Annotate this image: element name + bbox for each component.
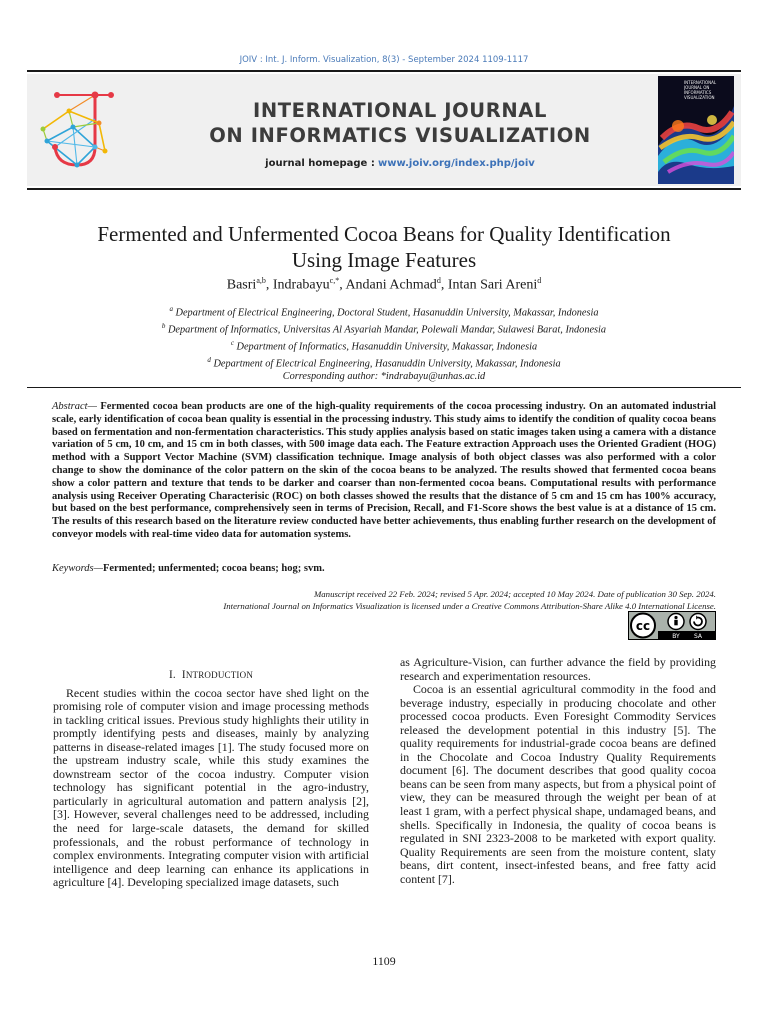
paper-title-line-2: Using Image Features — [291, 248, 477, 272]
author-name: Basri — [226, 277, 257, 293]
abstract-top-rule — [27, 387, 741, 388]
cover-title: INTERNATIONAL JOURNAL ON INFORMATICS VISUALIZATION — [684, 80, 717, 100]
journal-homepage — [195, 158, 605, 169]
section-heading-introduction: I. INTRODUCTION — [168, 669, 254, 681]
author-name: Andani Achmad — [345, 277, 437, 293]
manuscript-info — [52, 588, 716, 613]
sa-badge-label: SA — [693, 633, 703, 640]
header-bottom-rule — [27, 188, 741, 190]
body-paragraph: as Agriculture-Vision, can further advance the field by providing research and experimentation resources. — [400, 655, 716, 683]
by-badge-label: BY — [672, 633, 680, 640]
joiv-logo-icon — [39, 89, 121, 171]
header-top-rule — [27, 70, 741, 72]
keywords: Keywords—Fermented; unfermented; cocoa beans; hog; svm. — [52, 563, 325, 574]
journal-title-line-2: ON INFORMATICS VISUALIZATION — [209, 124, 591, 147]
author-list: Basri$^{a,b}$, Indrabayu$^{c,*}$, Andani Achmad$^d$, Intan Sari Areni$^d$ — [226, 276, 542, 293]
cc-badge-label: cc — [635, 619, 651, 633]
abstract-label: Abstract — [52, 401, 88, 412]
license-statement: International Journal on Informatics Visualization is licensed under a Creative Commons Attribution-Share Alike 4.0 International License. — [223, 601, 716, 612]
left-column — [53, 656, 369, 890]
corresponding-author: Corresponding author: *indrabayu@unhas.ac.id — [282, 371, 486, 383]
page-number: 1109 — [372, 954, 396, 968]
affiliations — [40, 303, 728, 384]
manuscript-dates: Manuscript received 22 Feb. 2024; revised 5 Apr. 2024; accepted 10 May 2024. Date of publication 30 Sep. 2024. — [313, 589, 716, 599]
keywords-label: Keywords — [52, 563, 94, 574]
author-affiliation-mark: a,b — [256, 276, 266, 285]
paper-title — [40, 221, 728, 273]
cc-by-sa-license-icon[interactable] — [628, 611, 716, 640]
affiliation-line: $^c$ Department of Informatics, Hasanuddin University, Makassar, Indonesia — [230, 339, 538, 353]
body-paragraph: Recent studies within the cocoa sector have shed light on the promising role of computer vision and image processing methods in tackling critical issues. Previous study highlights their utility in promptly identifying pests and diseases, mainly by analyzing patterns in disease-related images [1]. The study focused more on the upstream industry scale, while this study examines the downstream sector of the cocoa industry. Computer vision technology has significant potential in the agro-industry, particularly in agricultural automation and pattern analysis [2], [3]. However, several challenges need to be addressed, including the need for large-scale datasets, the demand for skilled professionals, and the robust performance of technology in complex environments. Integrating computer vision with artificial intelligence and deep learning can enhance its applications in agriculture [4]. Developing specialized image datasets, such — [53, 685, 369, 890]
affiliation-line: $^a$ Department of Electrical Engineering, Doctoral Student, Hasanuddin University, Makassar, Indonesia — [169, 305, 599, 319]
journal-title — [195, 98, 605, 148]
journal-title-line-1: INTERNATIONAL JOURNAL — [253, 99, 547, 122]
journal-masthead — [27, 74, 741, 186]
journal-reference: JOIV : Int. J. Inform. Visualization, 8(3) - September 2024 1109-1117 — [239, 55, 529, 65]
author-affiliation-mark: c,* — [329, 276, 340, 285]
journal-cover-image — [658, 76, 734, 184]
homepage-link[interactable]: www.joiv.org/index.php/joiv — [378, 158, 535, 169]
author-name: Intan Sari Areni — [447, 277, 538, 293]
author-name: Indrabayu — [272, 277, 330, 293]
author-affiliation-mark: d — [537, 276, 542, 285]
author-affiliation-mark: d — [436, 276, 441, 285]
abstract: Abstract— Fermented cocoa bean products are one of the high-quality requirements of the cocoa processing industry. On an automated industrial scale, early identification of cocoa bean quality is essential in the processing industry. This study aims to identify the condition of quality cocoa beans based on fermentation and non-fermentation characteristics. This study applies analysis based on static images taken using a camera with a distance variation of 5 cm, 10 cm, and 15 cm in both classes, with 500 image data each. The Feature extraction Approach uses the Oriented Gradient (HOG) method with a Support Vector Machine (SVM) classification technique. Image analysis of both object classes was also performed with a color change to show the dominance of the color pattern on the skin of the cocoa beans to be analyzed. The results showed that fermented cocoa beans show a color pattern and texture that tends to be darker and coarser than non-fermented cocoa beans. Computational results with performance analysis using Receiver Operating Characterisic (ROC) on both classes showed the results that the distance of 5 cm and 15 cm has 100% accuracy, but based on the best performance, comprehensively seen in terms of Precision, Recall, and F1-Score shows the best value is at a distance of 15 cm. The results of this research based on the literature review conducted have better achievements, thus enabling further research on the development of conveyor models with real-time video data for automation systems. — [52, 401, 716, 540]
body-paragraph: Cocoa is an essential agricultural commodity in the food and beverage industry, especially in producing chocolate and other processed cocoa products. Even Foresight Commodity Services released the development potential in this industry [5]. The quality requirements for industrial-grade cocoa beans are defined in the Chocolate and Cocoa Industry Quality Requirements document [6]. The document describes that good quality cocoa beans can be seen from many aspects, but from a physical point of view, they can be measured through the weight per bean of at least 1 gram, with a perfect physical shape, undamaged beans, and shells. Specifically in Indonesia, the quality of cocoa beans is regulated in SNI 2323-2008 to be marketed with export quality. Quality Requirements are seen from the moisture content, slaty beans, dirt content, insect-infested beans, and free fatty acid content [7]. — [400, 682, 716, 886]
affiliation-line: $^b$ Department of Informatics, Universitas Al Asyariah Mandar, Polewali Mandar, Sulawesi Barat, Indonesia — [161, 322, 607, 336]
keywords-text: Fermented; unfermented; cocoa beans; hog; svm. — [102, 563, 325, 574]
affiliation-line: $^d$ Department of Electrical Engineering, Hasanuddin University, Makassar, Indonesia — [207, 356, 561, 370]
homepage-label: journal homepage : — [265, 158, 375, 169]
paper-title-line-1: Fermented and Unfermented Cocoa Beans for Quality Identification — [97, 222, 671, 246]
abstract-text: Fermented cocoa bean products are one of the high-quality requirements of the cocoa processing industry. On an automated industrial scale, early identification of cocoa bean quality is essential in the processing industry. This study aims to identify the condition of quality cocoa beans based on fermentation and non-fermentation characteristics. This study applies analysis based on static images taken using a camera with a distance variation of 5 cm, 10 cm, and 15 cm in both classes, with 500 image data each. The Feature extraction Approach uses the Oriented Gradient (HOG) method with a Support Vector Machine (SVM) classification technique. Image analysis of both object classes was also performed with a color change to show the dominance of the color pattern on the skin of the cocoa beans to be analyzed. The results showed that fermented cocoa beans show a color pattern and texture that tends to be darker and coarser than non-fermented cocoa beans. Computational results with performance analysis using Receiver Operating Characterisic (ROC) on both classes showed the results that the distance of 5 cm and 15 cm has 100% accuracy, but based on the best performance, comprehensively seen in terms of Precision, Recall, and F1-Score shows the best value is at a distance of 15 cm. The results of this research based on the literature review conducted have better achievements, thus enabling further research on the development of conveyor models with real-time video data for automation systems. — [52, 401, 716, 540]
right-column — [400, 656, 716, 886]
